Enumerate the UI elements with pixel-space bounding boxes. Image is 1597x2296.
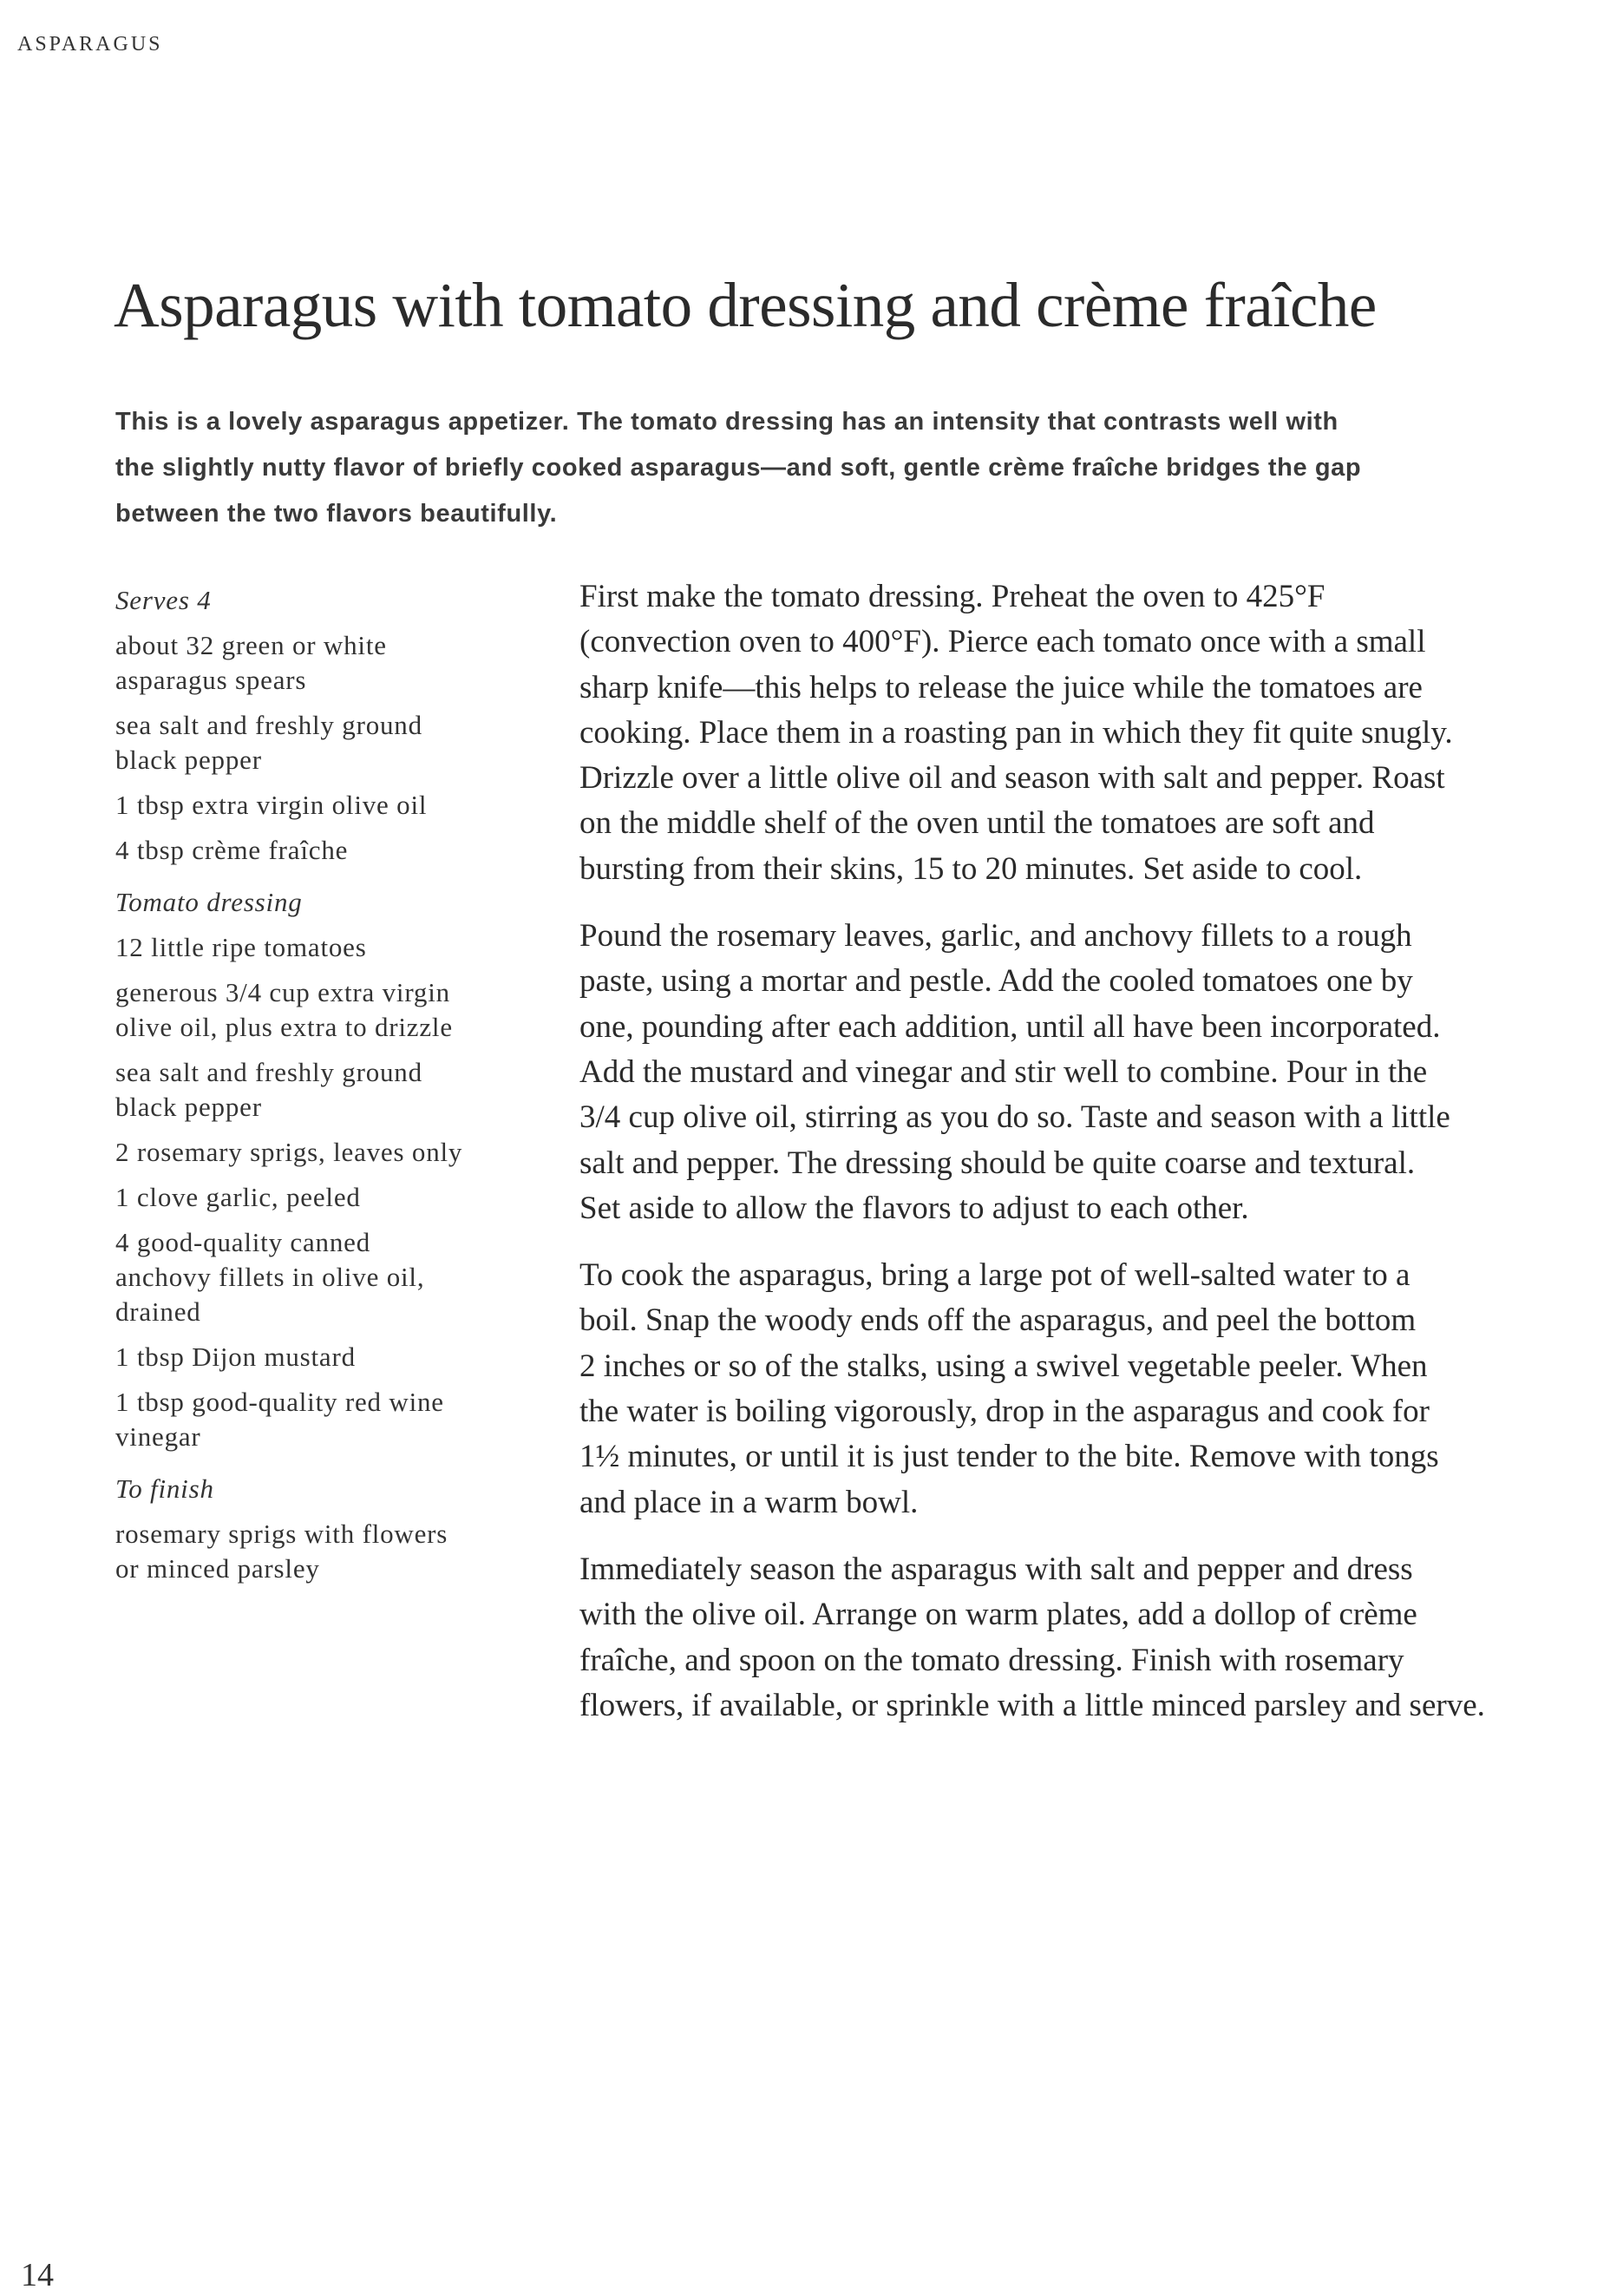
method-column [579, 574, 1525, 1750]
method-paragraph [579, 1547, 1525, 1729]
dressing-ingredients [115, 930, 523, 1454]
finish-heading: To finish [115, 1473, 214, 1504]
method-line: bursting from their skins, 15 to 20 minutes. Set aside to cool. [579, 850, 1363, 887]
ingredient-line: sea salt and freshly ground [115, 1057, 422, 1087]
method-line: with the olive oil. Arrange on warm plates, add a dollop of crème [579, 1597, 1417, 1633]
method-line: Add the mustard and vinegar and stir well to combine. Pour in the [579, 1053, 1428, 1090]
ingredient-item [115, 975, 523, 1045]
ingredient-line: or minced parsley [115, 1553, 320, 1584]
ingredient-item [115, 1055, 523, 1125]
ingredient-item [115, 628, 523, 698]
serves-label: Serves 4 [115, 585, 212, 615]
method-line: one, pounding after each addition, until all have been incorporated. [579, 1008, 1441, 1045]
ingredient-item [115, 930, 523, 965]
method-line: salt and pepper. The dressing should be quite coarse and textural. [579, 1145, 1416, 1181]
ingredient-item [115, 1385, 523, 1454]
method-line: 2 inches or so of the stalks, using a swivel vegetable peeler. When [579, 1348, 1428, 1384]
ingredient-item [115, 708, 523, 777]
recipe-title: Asparagus with tomato dressing and crème fraîche [114, 270, 1377, 340]
ingredient-item [115, 788, 523, 823]
ingredient-item [115, 833, 523, 868]
ingredient-item [115, 1340, 523, 1374]
method-line: paste, using a mortar and pestle. Add the cooled tomatoes one by [579, 963, 1413, 1000]
ingredient-line: 1 tbsp Dijon mustard [115, 1342, 356, 1372]
ingredient-line: asparagus spears [115, 665, 307, 695]
ingredient-line: 1 tbsp good-quality red wine [115, 1387, 444, 1417]
ingredient-line: black pepper [115, 1092, 262, 1122]
finish-ingredients [115, 1517, 523, 1586]
ingredient-line: 12 little ripe tomatoes [115, 932, 367, 962]
method-paragraph [579, 1253, 1525, 1525]
intro-line: This is a lovely asparagus appetizer. The tomato dressing has an intensity that contrasts well with [115, 408, 1338, 436]
method-line: sharp knife—this helps to release the juice while the tomatoes are [579, 669, 1423, 705]
ingredient-line: 4 tbsp crème fraîche [115, 835, 349, 865]
intro-line: between the two flavors beautifully. [115, 500, 558, 528]
ingredients-column [115, 583, 523, 1597]
method-line: (convection oven to 400°F). Pierce each tomato once with a small [579, 624, 1426, 660]
method-line: Pound the rosemary leaves, garlic, and anchovy fillets to a rough [579, 918, 1412, 954]
ingredient-line: black pepper [115, 745, 262, 775]
dressing-heading: Tomato dressing [115, 887, 303, 917]
ingredient-line: rosemary sprigs with flowers [115, 1519, 448, 1549]
method-line: Set aside to allow the flavors to adjust to each other. [579, 1190, 1249, 1226]
ingredient-line: sea salt and freshly ground [115, 710, 422, 740]
ingredient-line: vinegar [115, 1421, 201, 1452]
method-paragraph [579, 574, 1525, 892]
method-line: Immediately season the asparagus with salt and pepper and dress [579, 1551, 1413, 1587]
method-line: fraîche, and spoon on the tomato dressing. Finish with rosemary [579, 1642, 1404, 1678]
ingredient-line: about 32 green or white [115, 630, 387, 660]
method-line: 1½ minutes, or until it is just tender to the bite. Remove with tongs [579, 1439, 1439, 1475]
running-head: ASPARAGUS [17, 33, 163, 56]
method-line: and place in a warm bowl. [579, 1484, 919, 1520]
ingredient-line: 1 clove garlic, peeled [115, 1182, 361, 1212]
ingredient-line: drained [115, 1296, 201, 1327]
ingredient-line: generous 3/4 cup extra virgin [115, 977, 450, 1007]
ingredient-line: 4 good-quality canned [115, 1227, 370, 1257]
method-line: Drizzle over a little olive oil and season with salt and pepper. Roast [579, 760, 1445, 797]
method-line: the water is boiling vigorously, drop in the asparagus and cook for [579, 1394, 1430, 1430]
method-line: cooking. Place them in a roasting pan in which they fit quite snugly. [579, 714, 1453, 751]
main-ingredients [115, 628, 523, 868]
method-line: flowers, if available, or sprinkle with a little minced parsley and serve. [579, 1687, 1485, 1723]
method-line: 3/4 cup olive oil, stirring as you do so. Taste and season with a little [579, 1099, 1450, 1136]
ingredient-line: 2 rosemary sprigs, leaves only [115, 1137, 463, 1167]
ingredient-item [115, 1180, 523, 1215]
method-line: on the middle shelf of the oven until the tomatoes are soft and [579, 805, 1375, 842]
ingredient-line: anchovy fillets in olive oil, [115, 1262, 425, 1292]
page-number: 14 [21, 2257, 54, 2293]
method-line: First make the tomato dressing. Preheat the oven to 425°F [579, 579, 1325, 614]
method-line: To cook the asparagus, bring a large pot of well-salted water to a [579, 1257, 1410, 1294]
recipe-intro [115, 399, 1538, 537]
ingredient-item [115, 1225, 523, 1329]
intro-line: the slightly nutty flavor of briefly cooked asparagus—and soft, gentle crème fraîche bridges the gap [115, 454, 1362, 482]
ingredient-item [115, 1135, 523, 1170]
ingredient-line: 1 tbsp extra virgin olive oil [115, 790, 428, 820]
ingredient-item [115, 1517, 523, 1586]
method-paragraph [579, 914, 1525, 1231]
method-line: boil. Snap the woody ends off the asparagus, and peel the bottom [579, 1302, 1417, 1339]
ingredient-line: olive oil, plus extra to drizzle [115, 1012, 453, 1042]
